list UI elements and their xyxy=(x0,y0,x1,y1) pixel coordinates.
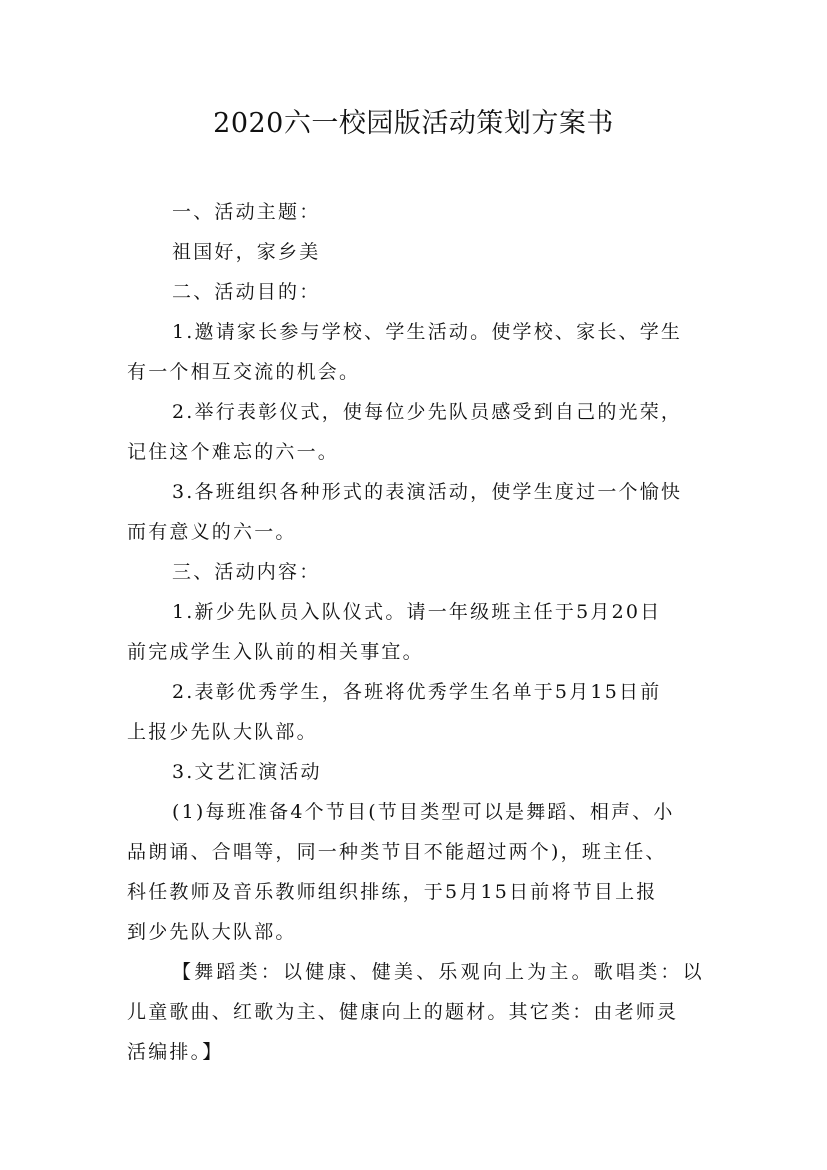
content-item-3-sub-1-line-2: 品朗诵、合唱等，同一种类节目不能超过两个)，班主任、 xyxy=(127,841,667,863)
purpose-item-1-line-2: 有一个相互交流的机会。 xyxy=(127,361,361,383)
content-item-2-line-1: 2.表彰优秀学生，各班将优秀学生名单于5月15日前 xyxy=(172,681,662,703)
purpose-item-3-line-2: 而有意义的六一。 xyxy=(127,521,297,543)
section-heading-purpose: 二、活动目的： xyxy=(172,281,321,303)
theme-text: 祖国好，家乡美 xyxy=(172,241,321,263)
purpose-item-1-line-1: 1.邀请家长参与学校、学生活动。使学校、家长、学生 xyxy=(172,321,683,343)
category-note-line-1: 【舞蹈类：以健康、健美、乐观向上为主。歌唱类：以 xyxy=(172,961,705,983)
purpose-item-3-line-1: 3.各班组织各种形式的表演活动，使学生度过一个愉快 xyxy=(172,481,683,503)
category-note-line-3: 活编排。】 xyxy=(127,1041,224,1063)
content-item-1-line-1: 1.新少先队员入队仪式。请一年级班主任于5月20日 xyxy=(172,601,662,623)
content-item-3-sub-1-line-3: 科任教师及音乐教师组织排练，于5月15日前将节目上报 xyxy=(127,881,658,903)
content-item-2-line-2: 上报少先队大队部。 xyxy=(127,721,318,743)
section-heading-content: 三、活动内容： xyxy=(172,561,321,583)
content-item-3-heading: 3.文艺汇演活动 xyxy=(172,761,322,783)
content-item-3-sub-1-line-4: 到少先队大队部。 xyxy=(127,921,297,943)
content-item-3-sub-1-line-1: (1)每班准备4个节目(节目类型可以是舞蹈、相声、小 xyxy=(172,801,675,823)
purpose-item-2-line-1: 2.举行表彰仪式，使每位少先队员感受到自己的光荣， xyxy=(172,401,683,423)
purpose-item-2-line-2: 记住这个难忘的六一。 xyxy=(127,441,340,463)
category-note-line-2: 儿童歌曲、红歌为主、健康向上的题材。其它类：由老师灵 xyxy=(127,1001,679,1023)
document-title: 2020六一校园版活动策划方案书 xyxy=(213,108,614,139)
content-item-1-line-2: 前完成学生入队前的相关事宜。 xyxy=(127,641,424,663)
section-heading-theme: 一、活动主题： xyxy=(172,201,321,223)
